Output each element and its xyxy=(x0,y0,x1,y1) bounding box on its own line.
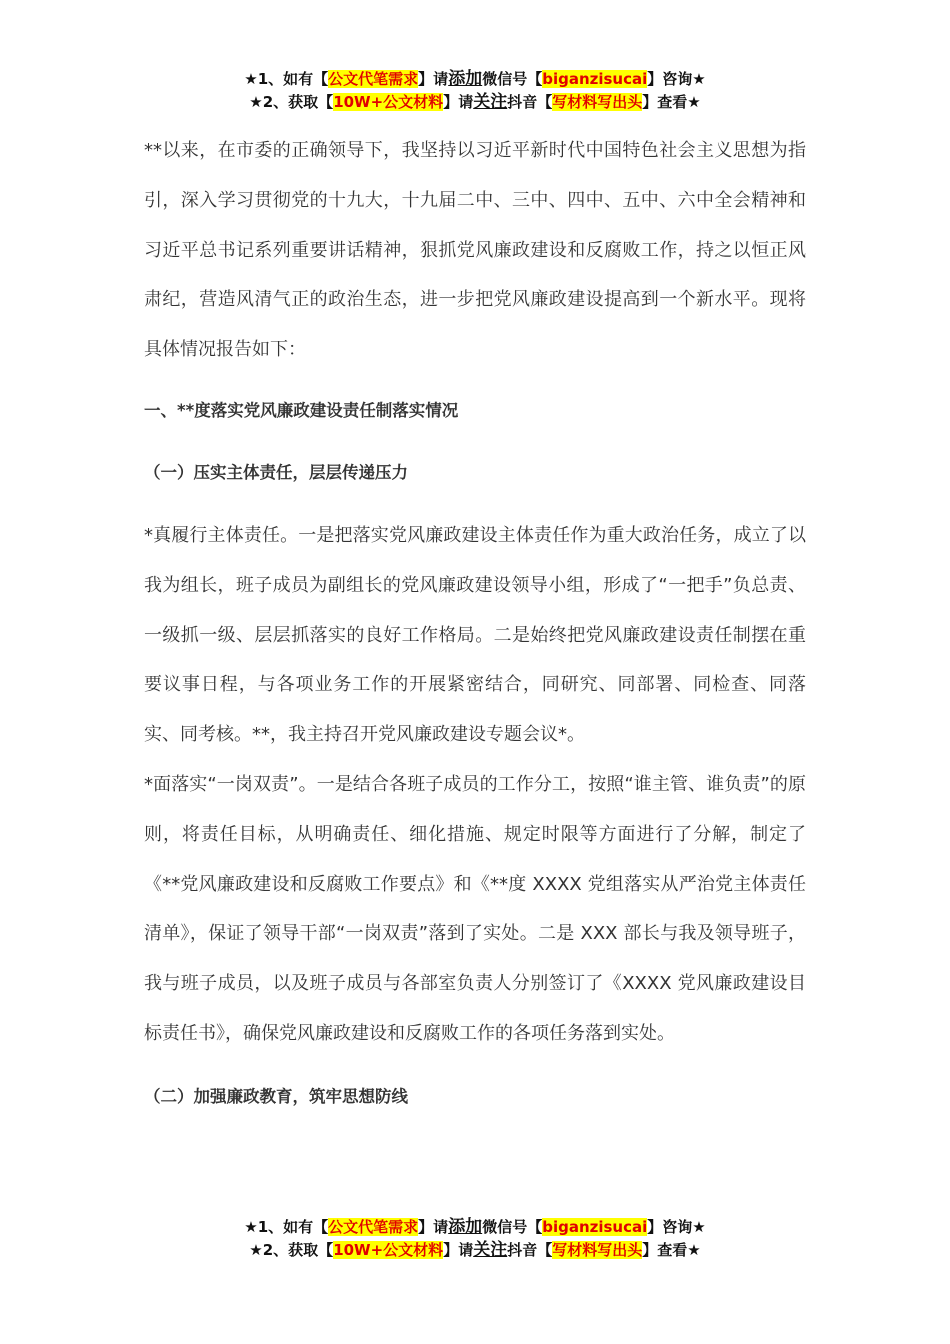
banner-text: 】查看★ xyxy=(642,1241,701,1259)
banner-line-1 xyxy=(0,68,950,91)
banner-text: 】请 xyxy=(443,93,474,111)
intro-paragraph: **以来，在市委的正确领导下，我坚持以习近平新时代中国特色社会主义思想为指引，深入学习贯彻党的十九大，十九届二中、三中、四中、五中、六中全会精神和习近平总书记系列重要讲话精神，狠抓党风廉政建设和反腐败工作，持之以恒正风肃纪，营造风清气正的政治生态，进一步把党风廉政建设提高到一个新水平。现将具体情况报告如下： xyxy=(144,140,806,361)
banner-text: 微信号【 xyxy=(482,70,543,88)
banner-text: ★1、如有【 xyxy=(244,1218,329,1236)
banner-text: 】查看★ xyxy=(642,93,701,111)
footer-banner xyxy=(0,1216,950,1262)
subsection-heading-1: （一）压实主体责任，层层传递压力 xyxy=(144,462,408,482)
banner-text: 】咨询★ xyxy=(647,70,706,88)
subsection-heading-2: （二）加强廉政教育，筑牢思想防线 xyxy=(144,1086,408,1106)
header-banner xyxy=(0,68,950,114)
banner-emphasis: 添加 xyxy=(448,69,483,89)
highlight-materials: 10W+公文材料 xyxy=(333,93,444,111)
highlight-service: 公文代笔需求 xyxy=(328,70,419,88)
highlight-douyin: 写材料写出头 xyxy=(552,93,643,111)
document-body xyxy=(144,126,806,1109)
banner-emphasis: 添加 xyxy=(448,1217,483,1237)
body-paragraph-1: *真履行主体责任。一是把落实党风廉政建设主体责任作为重大政治任务，成立了以我为组长，班子成员为副组长的党风廉政建设领导小组，形成了“一把手”负总责、一级抓一级、层层抓落实的良好工作格局。二是始终把党风廉政建设责任制摆在重要议事日程，与各项业务工作的开展紧密结合，同研究、同部署、同检查、同落实、同考核。**，我主持召开党风廉政建设专题会议*。 xyxy=(144,524,806,746)
banner-text: 】请 xyxy=(418,1218,449,1236)
banner-text: ★1、如有【 xyxy=(244,70,329,88)
banner-text: 微信号【 xyxy=(482,1218,543,1236)
banner-emphasis: 关注 xyxy=(473,1240,508,1260)
banner-text: 】咨询★ xyxy=(647,1218,706,1236)
banner-text: 抖音【 xyxy=(507,1241,553,1259)
highlight-douyin: 写材料写出头 xyxy=(552,1241,643,1259)
banner-text: ★2、获取【 xyxy=(249,1241,334,1259)
banner-emphasis: 关注 xyxy=(473,92,508,112)
banner-line-2 xyxy=(0,1239,950,1262)
banner-line-2 xyxy=(0,91,950,114)
banner-text: ★2、获取【 xyxy=(249,93,334,111)
body-paragraph-2: *面落实“一岗双责”。一是结合各班子成员的工作分工，按照“谁主管、谁负责”的原则，将责任目标，从明确责任、细化措施、规定时限等方面进行了分解，制定了《**党风廉政建设和反腐败工作要点》和《**度 XXXX 党组落实从严治党主体责任清单》，保证了领导干部“一岗双责”落到了实处。二是 XXX 部长与我及领导班子，我与班子成员，以及班子成员与各部室负责人分别签订了《XXXX 党风廉政建设目标责任书》，确保党风廉政建设和反腐败工作的各项任务落到实处。 xyxy=(144,773,806,1044)
highlight-wechat-id: biganzisucai xyxy=(542,1218,648,1236)
banner-text: 抖音【 xyxy=(507,93,553,111)
banner-line-1 xyxy=(0,1216,950,1239)
highlight-wechat-id: biganzisucai xyxy=(542,70,648,88)
highlight-materials: 10W+公文材料 xyxy=(333,1241,444,1259)
banner-text: 】请 xyxy=(443,1241,474,1259)
highlight-service: 公文代笔需求 xyxy=(328,1218,419,1236)
section-heading-1: 一、**度落实党风廉政建设责任制落实情况 xyxy=(144,400,459,420)
banner-text: 】请 xyxy=(418,70,449,88)
